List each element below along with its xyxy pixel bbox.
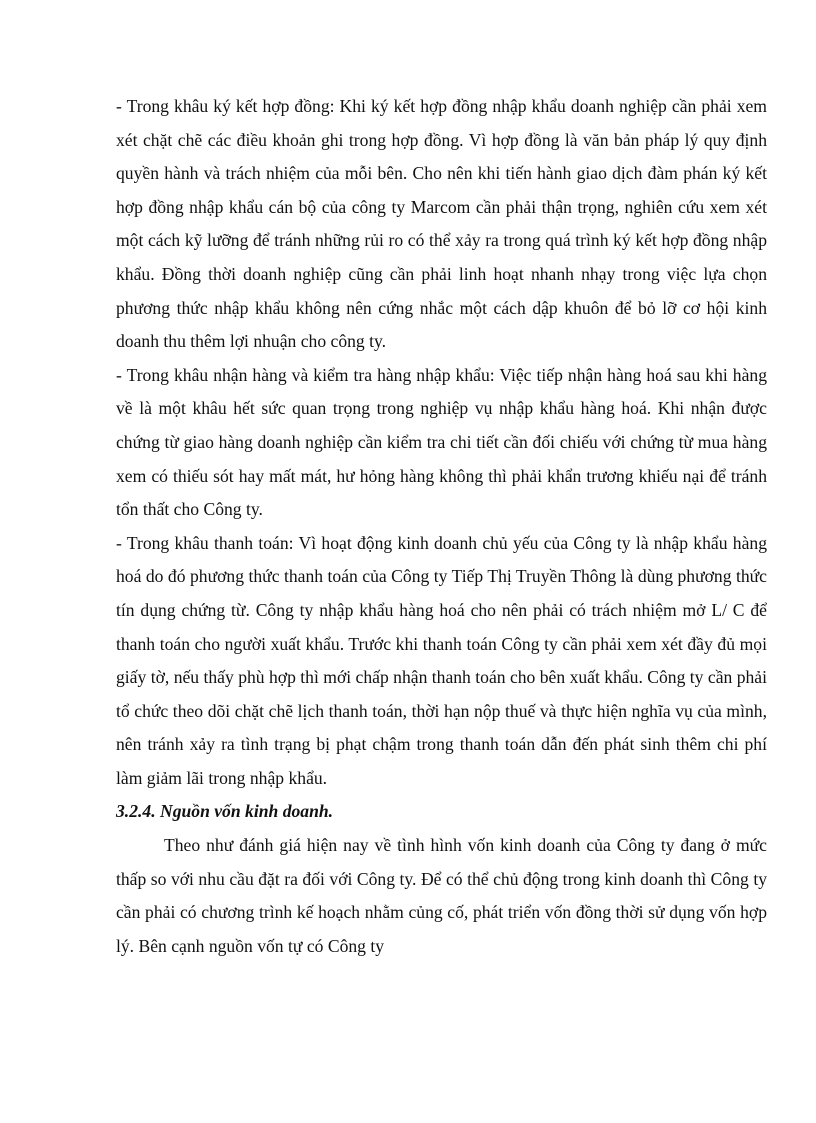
paragraph-contract-signing: - Trong khâu ký kết hợp đồng: Khi ký kết hợp đồng nhập khẩu doanh nghiệp cần phải xem xét chặt chẽ các điều khoản ghi trong hợp đồng. Vì hợp đồng là văn bản pháp lý quy định quyền hành và trách nhiệm của mỗi bên. Cho nên khi tiến hành giao dịch đàm phán ký kết hợp đồng nhập khẩu cán bộ của công ty Marcom cần phải thận trọng, nghiên cứu xem xét một cách kỹ lưỡng để tránh những rủi ro có thể xảy ra trong quá trình ký kết hợp đồng nhập khẩu. Đồng thời doanh nghiệp cũng cần phải linh hoạt nhanh nhạy trong việc lựa chọn phương thức nhập khẩu không nên cứng nhắc một cách dập khuôn để bỏ lỡ cơ hội kinh doanh thu thêm lợi nhuận cho công ty. (116, 96, 767, 352)
paragraph-payment: - Trong khâu thanh toán: Vì hoạt động kinh doanh chủ yếu của Công ty là nhập khẩu hàng hoá do đó phương thức thanh toán của Công ty Tiếp Thị Truyền Thông là dùng phương thức tín dụng chứng từ. Công ty nhập khẩu hàng hoá cho nên phải có trách nhiệm mở L/ C để thanh toán cho người xuất khẩu. Trước khi thanh toán Công ty cần phải xem xét đầy đủ mọi giấy tờ, nếu thấy phù hợp thì mới chấp nhận thanh toán cho bên xuất khẩu. Công ty cần phải tổ chức theo dõi chặt chẽ lịch thanh toán, thời hạn nộp thuế và thực hiện nghĩa vụ của mình, nên tránh xảy ra tình trạng bị phạt chậm trong thanh toán dẫn đến phát sinh thêm chi phí làm giảm lãi trong nhập khẩu. (116, 532, 767, 788)
paragraph-goods-receipt: - Trong khâu nhận hàng và kiểm tra hàng nhập khẩu: Việc tiếp nhận hàng hoá sau khi hàng về là một khâu hết sức quan trọng trong nghiệp vụ nhập khẩu hàng hoá. Khi nhận được chứng từ giao hàng doanh nghiệp cần kiểm tra chi tiết cần đối chiếu với chứng từ mua hàng xem có thiếu sót hay mất mát, hư hỏng hàng không thì phải khẩn trương khiếu nại để tránh tổn thất cho Công ty. (116, 364, 767, 520)
document-body (116, 90, 767, 963)
paragraph-business-capital: Theo như đánh giá hiện nay về tình hình vốn kinh doanh của Công ty đang ở mức thấp so với nhu cầu đặt ra đối với Công ty. Để có thể chủ động trong kinh doanh thì Công ty cần phải có chương trình kế hoạch nhằm củng cố, phát triển vốn đồng thời sử dụng vốn hợp lý. Bên cạnh nguồn vốn tự có Công ty (116, 835, 767, 956)
section-heading: 3.2.4. Nguồn vốn kinh doanh. (116, 801, 334, 822)
